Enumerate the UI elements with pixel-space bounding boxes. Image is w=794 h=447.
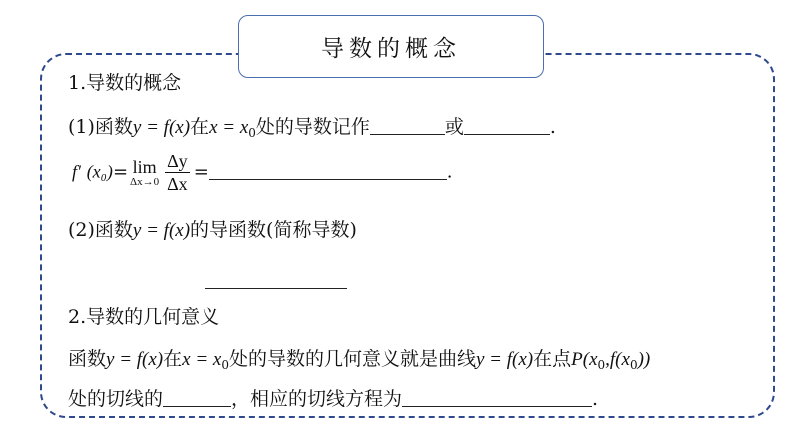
blank-slope[interactable] (163, 388, 231, 407)
section2-line2: 处的切线的 ，相应的切线方程为 . (68, 388, 599, 410)
section1-heading: 1.导数的概念 (68, 72, 182, 94)
title-box (238, 15, 544, 78)
blank-tangent-equation[interactable] (402, 388, 592, 407)
blank-notation-1[interactable] (370, 116, 445, 135)
difference-quotient: $\frac{\Delta y}{\Delta x}$ (167, 151, 188, 194)
section1-item2: (2)函数y = f(x)的导函数(简称导数) (68, 219, 357, 241)
blank-derivative-function[interactable] (205, 270, 347, 289)
blank-limit-expression[interactable] (209, 161, 447, 180)
blank-notation-2[interactable] (464, 116, 550, 135)
section1-item1: (1)函数y = f(x)在$x = x_0$处的导数记作 或 . (68, 116, 556, 140)
derivative-formula: f′ (x₀)= lim Δx→0 $\frac{\Delta y}{\Delta x}$ = . (72, 151, 453, 194)
limit-operator: lim Δx→0 (130, 156, 160, 188)
page-title: 导数的概念 (321, 36, 461, 62)
section2-line1: 函数y = f(x)在$x = x_0$处的导数的几何意义就是曲线y = f(x)在点$P(x_0,f(x_0))$ (68, 348, 651, 372)
section2-heading: 2.导数的几何意义 (68, 306, 220, 328)
